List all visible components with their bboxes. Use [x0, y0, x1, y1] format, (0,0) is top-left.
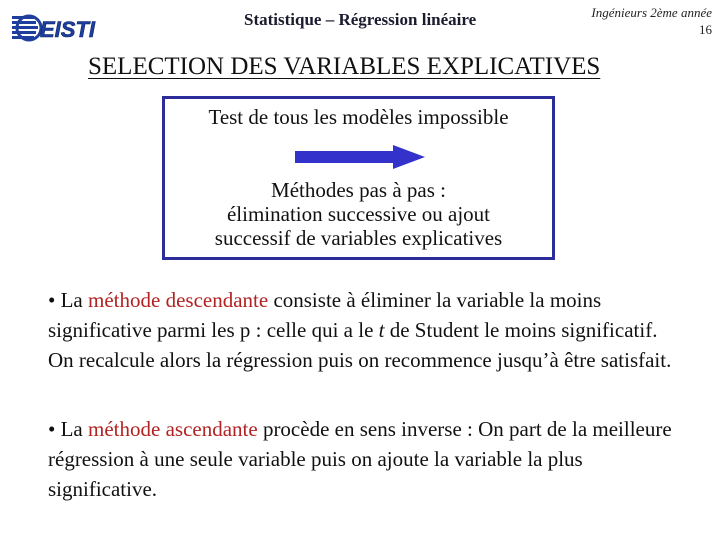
italic-t: t [378, 318, 385, 342]
eisti-logo [12, 12, 106, 46]
page-number: 16 [699, 22, 712, 37]
box-methods-heading: Méthodes pas à pas : [271, 178, 446, 202]
course-level: Ingénieurs 2ème année [591, 5, 712, 20]
bullet-text: • La [48, 417, 89, 441]
highlight-descending: méthode descendante [88, 288, 269, 312]
slide-title: SELECTION DES VARIABLES EXPLICATIVES [88, 53, 601, 80]
paragraph-text: de Student le moins significatif. On recalcule alors la régression puis on recommence jusqu’à être satisfait. [48, 318, 672, 372]
right-arrow-icon [295, 145, 425, 169]
paragraph-ascending [48, 414, 678, 504]
paragraph-descending [48, 285, 678, 375]
logo-stripes-icon [12, 16, 41, 40]
highlight-ascending: méthode ascendante [88, 417, 258, 441]
box-methods-line1: élimination successive ou ajout [226, 202, 491, 226]
box-methods-line2: successif de variables explicatives [214, 226, 503, 250]
header-course-info [591, 4, 712, 38]
paragraph-text: consiste à éliminer la variable la moins significative parmi les p : celle qui a le [48, 288, 602, 342]
paragraph-text: procède en sens inverse : On part de la meilleure régression à une seule variable puis on ajoute la variable la plus significative. [48, 417, 672, 501]
box-methods [165, 178, 552, 250]
logo-text: EISTI [40, 17, 96, 42]
bullet-text: • La [48, 288, 89, 312]
box-statement: Test de tous les modèles impossible [208, 105, 509, 129]
summary-box [162, 96, 555, 260]
header-title: Statistique – Régression linéaire [244, 10, 477, 29]
